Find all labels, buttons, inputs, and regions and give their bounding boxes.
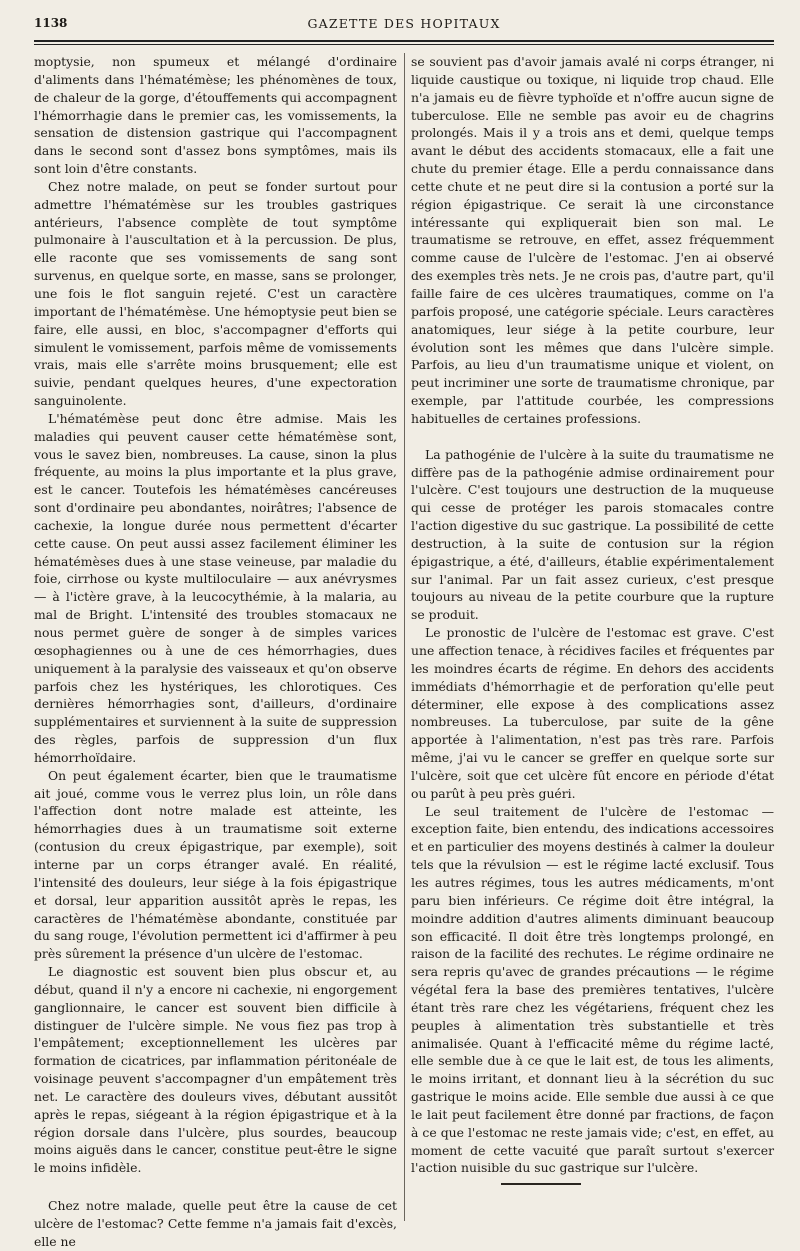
paragraph: On peut également écarter, bien que le traumatisme ait joué, comme vous le verrez plus loin, un rôle dans l'affection dont notre malade est atteinte, les hémorrhagies dues à un traumatisme soit externe (contusion du creux épigastrique, par exemple), soit interne par un corps étranger avalé. En réalité, l'intensité des douleurs, leur siége à la fois épigastrique et dorsal, leur apparition aussitôt après le repas, les caractères de l'hématémèse abondante, constituée par du sang rouge, l'évolution permettent ici d'affirmer à peu près sûrement la présence d'un ulcère de l'estomac. <box>34 767 397 962</box>
paragraph: Le seul traitement de l'ulcère de l'estomac — exception faite, bien entendu, des indications accessoires et en particulier des moyens destinés à calmer la douleur tels que la révulsion — est le régime lacté exclusif. Tous les autres régimes, tous les autres médicaments, m'ont paru bien inférieurs. Ce régime doit être intégral, la moindre addition d'autres aliments diminuant beaucoup son efficacité. Il doit être très longtemps prolongé, en raison de la facilité des rechutes. Le régime ordinaire ne sera repris qu'avec de grandes précautions — le régime végétal fera la base des premières tentatives, l'ulcère étant très rare chez les végétariens, fréquent chez les peuples à alimentation très substantielle et très animalisée. Quant à l'efficacité même du régime lacté, elle semble due à ce que le lait est, de tous les aliments, le moins irritant, et donnant lieu à la sécrétion du suc gastrique le moins acide. Elle semble due aussi à ce que le lait peut facilement être donné par fractions, de façon à ce que l'estomac ne reste jamais vide; c'est, en effet, au moment de cette vacuité que paraît surtout s'exercer l'action nuisible du suc gastrique sur l'ulcère. <box>411 803 774 1176</box>
article-body <box>34 53 774 1251</box>
header-rule <box>34 40 774 42</box>
paragraph: Le pronostic de l'ulcère de l'estomac est grave. C'est une affection tenace, à récidives faciles et fréquentes par les moindres écarts de régime. En dehors des accidents immédiats d'hémorrhagie et de perforation qu'elle peut déterminer, elle expose à des complications assez nombreuses. La tuberculose, par suite de la gêne apportée à l'alimentation, n'est pas très rare. Parfois même, j'ai vu le cancer se greffer en quelque sorte sur l'ulcère, soit que cet ulcère fût encore en période d'état ou parût à peu près guéri. <box>411 625 774 801</box>
right-column <box>411 53 774 1251</box>
end-rule <box>501 1183 581 1185</box>
paragraph: L'hématémèse peut donc être admise. Mais les maladies qui peuvent causer cette hématémèse sont, vous le savez bien, nombreuses. La cause, sinon la plus fréquente, au moins la plus importante et la plus grave, est le cancer. Toutefois les hématémèses cancéreuses sont d'ordinaire peu abondantes, noirâtres; l'absence de cachexie, la longue durée nous permettent d'écarter cette cause. On peut aussi assez facilement éliminer les hématémèses dues à une stase veineuse, par maladie du foie, cirrhose ou kyste multiloculaire — aux anévrysmes — à l'ictère grave, à la leucocythémie, à la malaria, au mal de Bright. L'intensité des troubles stomacaux ne nous permet guère de songer à de simples varices œsophagiennes ou à une de ces hémorrhagies, dues uniquement à la paralysie des vaisseaux et qu'on observe parfois chez les hystériques, les chlorotiques. Ces dernières hémorrhagies sont, d'ailleurs, d'ordinaire supplémentaires et surviennent à la suite de suppression des règles, parfois de suppression d'un flux hémorrhoïdaire. <box>34 410 397 765</box>
paragraph: Chez notre malade, on peut se fonder surtout pour admettre l'hématémèse sur les troubles gastriques antérieurs, l'absence complète de tout symptôme pulmonaire à l'auscultation et à la percussion. De plus, elle raconte que ses vomissements de sang sont survenus, en quelque sorte, en masse, sans se prolonger, une fois le flot sanguin rejeté. C'est un caractère important de l'hématémèse. Une hémoptysie peut bien se faire, elle aussi, en bloc, s'accompagner d'efforts qui simulent le vomissement, parfois même de vomissements vrais, mais elle s'arrête moins brusquement; elle est suivie, pendant quelques heures, d'une expectoration sanguinolente. <box>34 178 397 409</box>
left-column <box>34 53 397 1251</box>
paragraph: Chez notre malade, quelle peut être la cause de cet ulcère de l'estomac? Cette femme n'a jamais fait d'excès, elle ne <box>34 1198 397 1249</box>
page-header <box>34 14 774 36</box>
column-divider <box>404 53 405 1221</box>
paragraph: se souvient pas d'avoir jamais avalé ni corps étranger, ni liquide caustique ou toxique, ni liquide trop chaud. Elle n'a jamais eu de fièvre typhoïde et n'offre aucun signe de tuberculose. Elle ne semble pas avoir eu de chagrins prolongés. Mais il y a trois ans et demi, quelque temps avant le début des accidents stomacaux, elle a fait une chute du premier étage. Elle a perdu connaissance dans cette chute et ne peut dire si la contusion a porté sur la région épigastrique. Ce serait là une circonstance intéressante qui expliquerait bien son mal. Le traumatisme se retrouve, en effet, assez fréquemment comme cause de l'ulcère de l'estomac. J'en ai observé des exemples très nets. Je ne crois pas, d'autre part, qu'il faille faire de ces ulcères traumatiques, comme on l'a parfois proposé, une catégorie spéciale. Leurs caractères anatomiques, leur siége à la petite courbure, leur évolution sont les mêmes que dans l'ulcère simple. Parfois, au lieu d'un traumatisme unique et violent, on peut incriminer une sorte de traumatisme chronique, par exemple, par l'attitude courbée, les compressions habituelles de certaines professions. <box>411 54 774 426</box>
paragraph: La pathogénie de l'ulcère à la suite du traumatisme ne diffère pas de la pathogénie admise ordinairement pour l'ulcère. C'est toujours une destruction de la muqueuse qui cesse de protéger les parois stomacales contre l'action digestive du suc gastrique. La possibilité de cette destruction, à la suite de contusion sur la région épigastrique, a été, d'ailleurs, établie expérimentalement sur l'animal. Par un fait assez curieux, c'est presque toujours au niveau de la petite courbure que la rupture se produit. <box>411 446 774 623</box>
journal-title: GAZETTE DES HOPITAUX <box>307 16 501 31</box>
paragraph: moptysie, non spumeux et mélangé d'ordinaire d'aliments dans l'hématémèse; les phénomènes de toux, de chaleur de la gorge, d'étouffements qui accompagnent l'hémorrhagie dans le premier cas, les vomissements, la sensation de distension gastrique qui l'accompagnent dans le second sont d'assez bons symptômes, mais ils sont loin d'être constants. <box>34 54 397 177</box>
page-number: 1138 <box>34 16 68 30</box>
header-rule-thin <box>34 44 774 45</box>
paragraph: Le diagnostic est souvent bien plus obscur et, au début, quand il n'y a encore ni cachexie, ni engorgement ganglionnaire, le cancer est souvent bien difficile à distinguer de l'ulcère simple. Ne vous fiez pas trop à l'empâtement; exceptionnellement les ulcères par formation de cicatrices, par inflammation péritonéale de voisinage peuvent s'accompagner d'un empâtement très net. Le caractère des douleurs vives, débutant aussitôt après le repas, siégeant à la région épigastrique et à la région dorsale dans l'ulcère, plus sourdes, beaucoup moins aiguës dans le cancer, constitue peut-être le signe le moins infidèle. <box>34 964 397 1176</box>
